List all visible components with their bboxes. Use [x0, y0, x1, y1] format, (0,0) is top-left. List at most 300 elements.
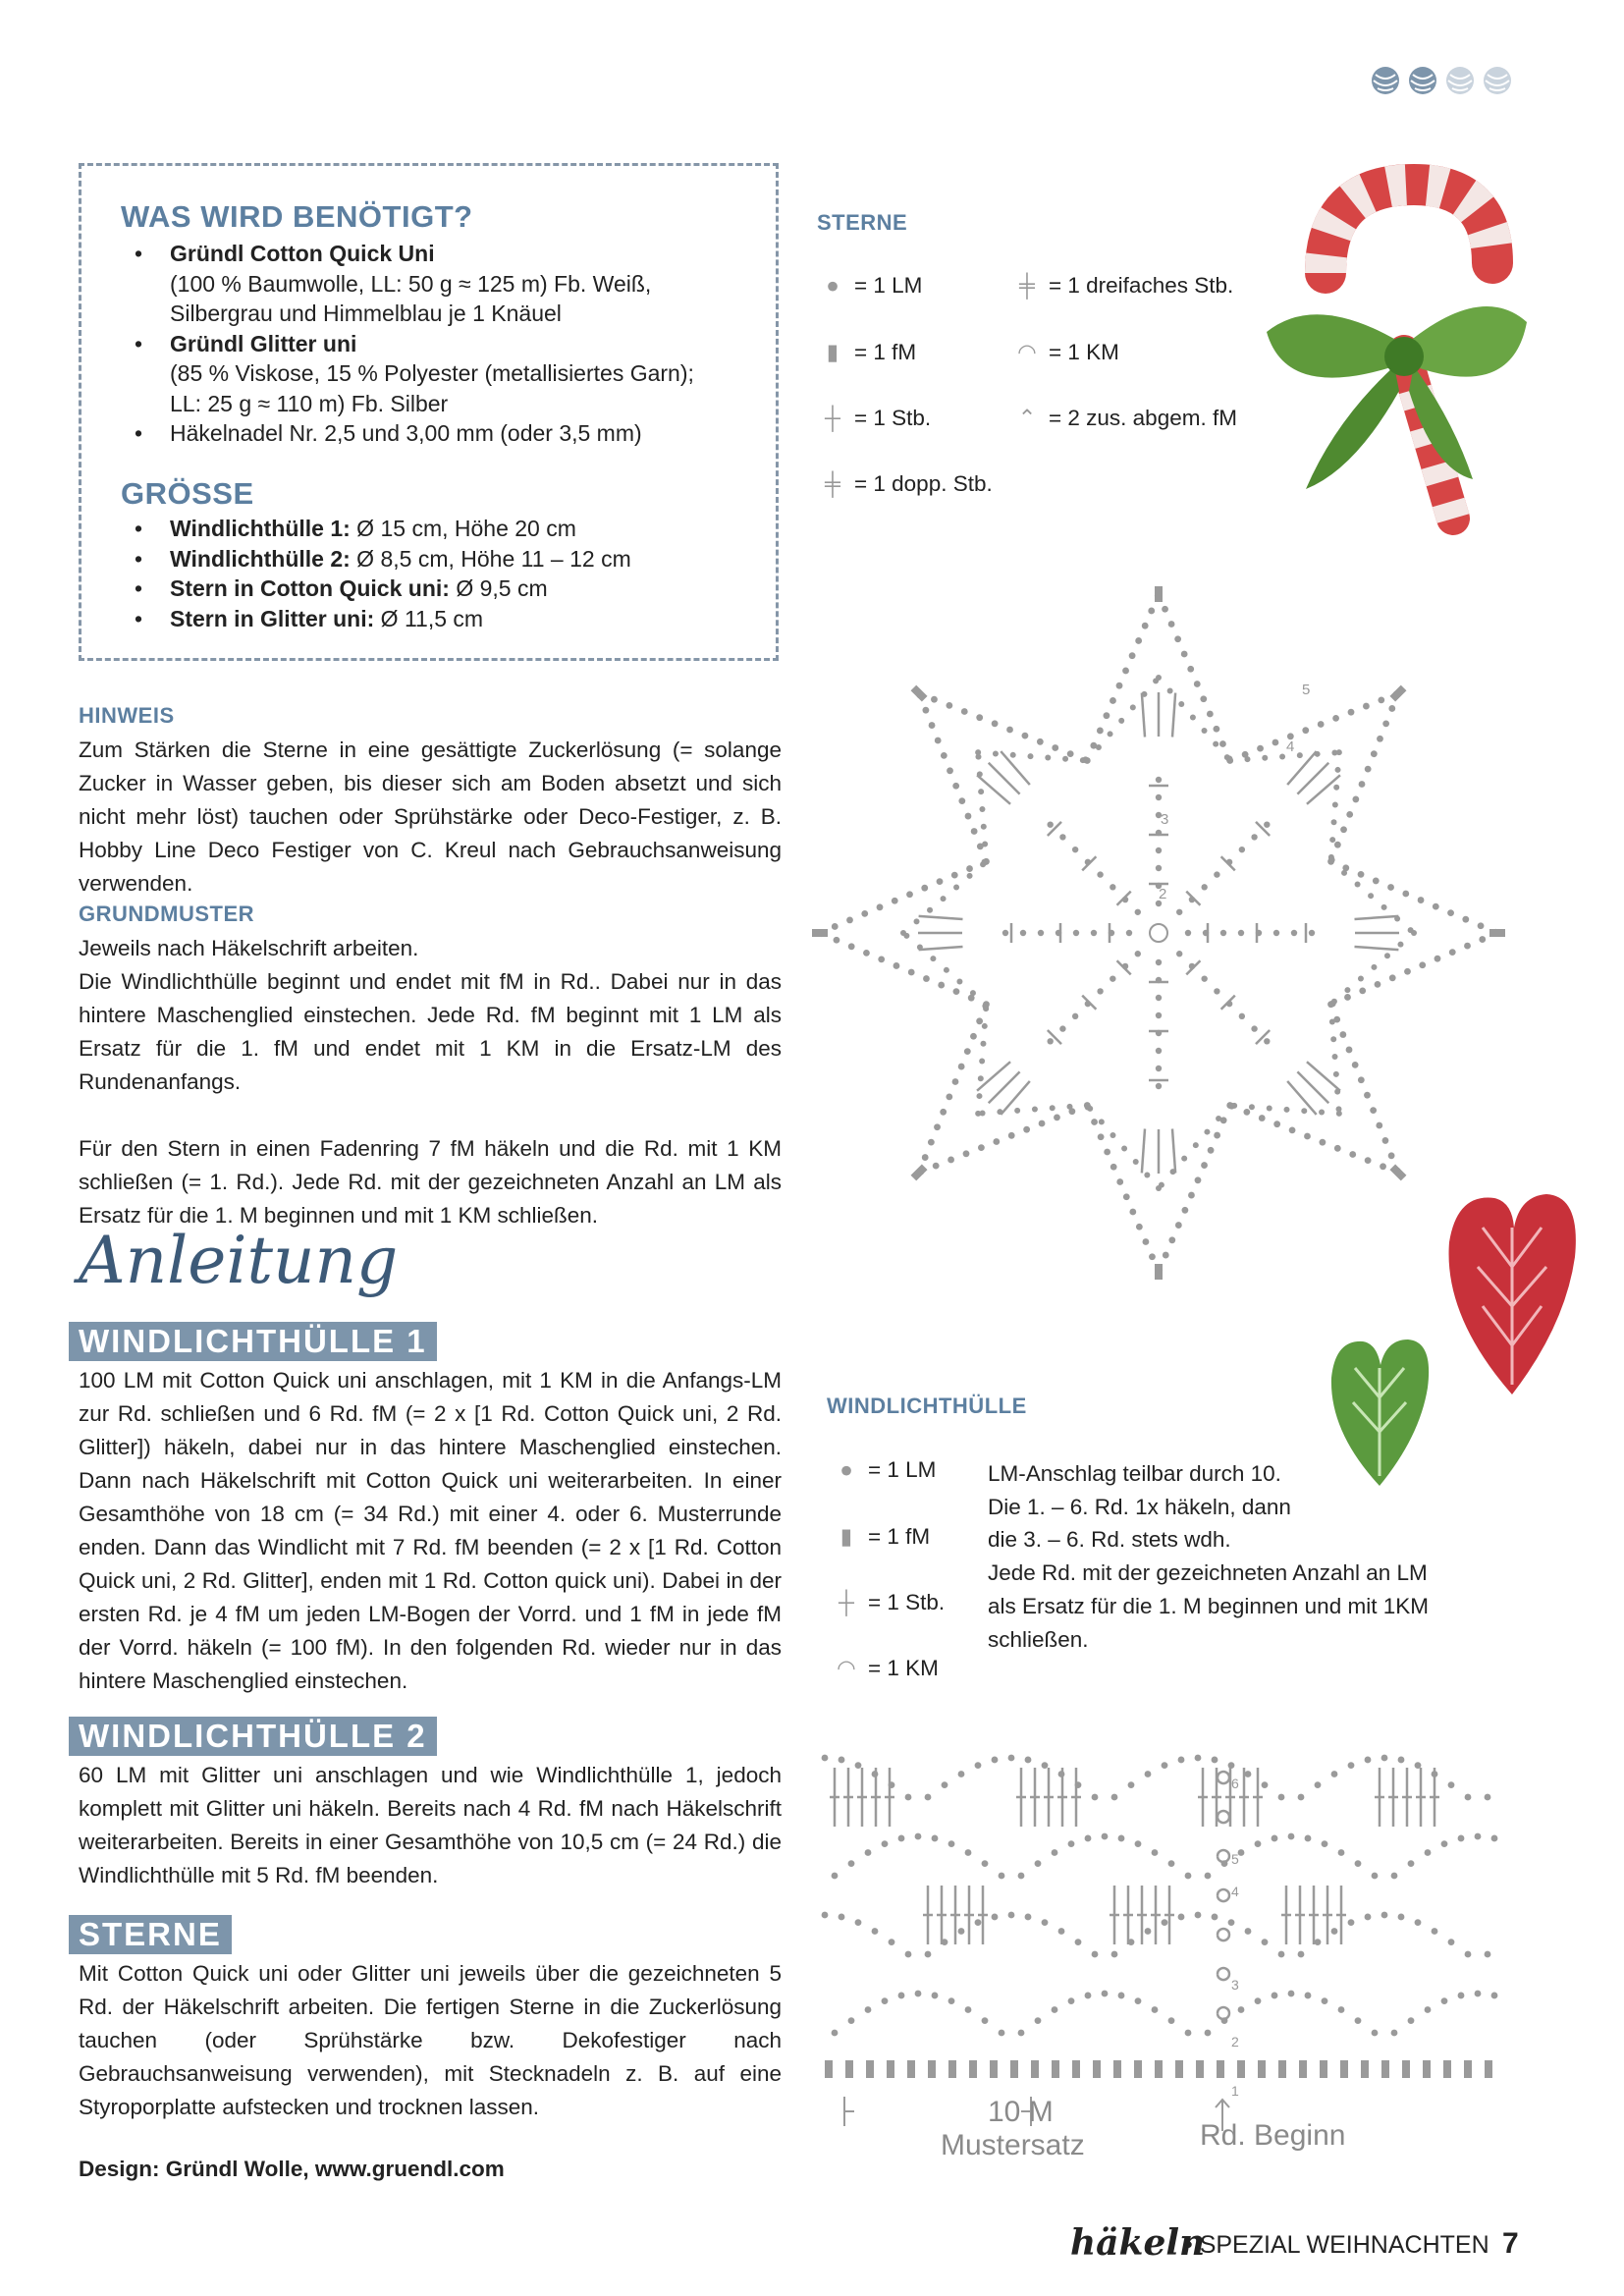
chain-dot: [953, 884, 959, 890]
chain-dot: [1142, 623, 1149, 629]
chain-dot: [1129, 652, 1136, 659]
chain-dot: [1110, 975, 1115, 981]
chain-dot: [1348, 709, 1355, 716]
requirements-box: [79, 163, 779, 661]
chain-dot: [882, 1997, 889, 2004]
legend-item-lm: ● = 1 LM: [833, 1457, 936, 1483]
list-item: • Stern in Cotton Quick uni: Ø 9,5 cm: [121, 574, 749, 604]
size-title: GRÖSSE: [121, 476, 254, 511]
legend-item-lm: ● = 1 LM: [819, 273, 922, 299]
chain-dot: [1118, 1835, 1125, 1842]
slip-stitch-icon: ◠: [1017, 340, 1037, 364]
chain-dot: [1371, 750, 1378, 757]
chain-dot: [878, 957, 885, 963]
single-crochet-mark: [928, 2060, 936, 2078]
chain-dot: [941, 752, 947, 759]
chain-dot: [1358, 1076, 1365, 1083]
anleitung-heading: Anleitung: [79, 1223, 399, 1298]
chain-dot: [922, 707, 929, 714]
chain-dot: [1485, 1794, 1491, 1801]
chain-dot: [1185, 930, 1191, 936]
chain-dot: [1097, 728, 1104, 735]
chain-dot: [889, 1939, 895, 1945]
chain-dot: [922, 1154, 929, 1161]
single-crochet-mark: [1381, 2060, 1389, 2078]
chain-dot: [1332, 801, 1338, 807]
chain-dot: [1365, 1757, 1372, 1764]
chain-dot: [915, 1833, 922, 1840]
requirements-title: WAS WIRD BENÖTIGT?: [121, 199, 473, 234]
chain-dot: [976, 714, 983, 721]
chain-dot: [1156, 959, 1162, 965]
slip-stitch-mark: [1218, 1772, 1229, 1783]
chain-dot: [1008, 1912, 1015, 1919]
requirements-list: [121, 239, 749, 449]
chain-dot: [832, 923, 839, 930]
chain-dot: [1214, 871, 1219, 877]
chain-dot: [1058, 1928, 1065, 1935]
chain-dot: [1419, 961, 1426, 968]
chain-dot: [872, 1928, 879, 1935]
single-crochet-mark: [1196, 2060, 1204, 2078]
single-crochet-mark: [1464, 2060, 1472, 2078]
chain-dot: [1178, 1914, 1185, 1921]
chain-dot: [1111, 1794, 1118, 1801]
chain-dot: [921, 885, 928, 892]
chain-dot: [1255, 1997, 1262, 2004]
chain-dot: [1156, 675, 1162, 681]
chain-dot: [1162, 1919, 1168, 1926]
chain-dot: [1152, 2006, 1159, 2013]
single-crochet-mark: [1299, 2060, 1307, 2078]
chain-dot: [839, 1914, 845, 1921]
slip-stitch-mark: [1218, 1811, 1229, 1823]
chain-dot: [1135, 1840, 1142, 1847]
single-crochet-mark: [969, 2060, 977, 2078]
chain-dot: [932, 1993, 939, 1999]
chain-dot: [982, 1860, 989, 1867]
treble-stitch: [1172, 693, 1175, 738]
chain-dot: [1135, 1997, 1142, 2004]
chain-dot: [1104, 1149, 1110, 1156]
chain-dot: [981, 824, 987, 830]
list-item: • Windlichthülle 1: Ø 15 cm, Höhe 20 cm: [121, 514, 749, 544]
chain-dot: [946, 702, 952, 709]
sterne-banner: STERNE: [69, 1915, 232, 1954]
chain-dot: [1328, 858, 1334, 864]
single-crochet-mark: [1052, 2060, 1059, 2078]
chain-dot: [1344, 987, 1350, 993]
chain-dot: [1025, 1914, 1032, 1921]
chain-dot: [1195, 1755, 1202, 1762]
chain-stitch-icon: ●: [826, 273, 839, 298]
chain-dot: [1037, 738, 1044, 745]
chain-dot: [863, 950, 870, 957]
chain-dot: [1485, 1951, 1491, 1958]
chain-dot: [941, 896, 947, 902]
chain-dot: [1121, 1145, 1127, 1151]
chain-dot: [1008, 1132, 1015, 1139]
chain-dot: [1085, 1835, 1092, 1842]
chain-dot: [1205, 2030, 1212, 2037]
chain-dot: [1075, 1939, 1082, 1945]
chain-dot: [1092, 1794, 1099, 1801]
chain-dot: [1032, 1107, 1038, 1113]
chain-dot: [839, 1757, 845, 1764]
chain-dot: [1273, 930, 1279, 936]
chain-dot: [937, 878, 944, 885]
chain-dot: [1097, 871, 1103, 877]
chain-dot: [1318, 721, 1325, 728]
chain-dot: [1418, 897, 1425, 903]
chain-dot: [1433, 903, 1439, 910]
chain-dot: [999, 1873, 1005, 1880]
round-begin-label: Rd. Beginn: [1200, 2119, 1346, 2152]
chain-dot: [978, 1144, 985, 1151]
chain-dot: [1458, 1993, 1465, 1999]
windlicht1-text: 100 LM mit Cotton Quick uni anschlagen, mit 1 KM in die Anfangs-LM zur Rd. schließen und 6 Rd. fM (= 2 x [1 Rd. Cotton Quick uni, 2 Rd. Glitter]) häkeln, dabei nur in das hintere Maschenglied einstechen. Dann nach Häkelschrift mit Cotton Quick uni weiterarbeiten. In einer Gesamthöhe von 18 cm (= 34 Rd.) mit einer 4. oder 6. Musterrunde enden. Dann das Windlicht mit 7 Rd. fM beenden (= 2 x [1 Rd. Cotton Quick uni, 2 Rd. Glitter], enden mit 1 Rd. Cotton quick uni). Dabei in der ersten Rd. je 4 fM um jeden LM-Bogen der Vorrd. und 1 fM in jede fM der Vorrd. häkeln (= 100 fM). In den folgenden Rd. wieder nur in das hintere Maschenglied einstechen.: [79, 1368, 782, 1693]
chain-dot: [992, 720, 999, 727]
chain-dot: [992, 1757, 999, 1764]
chain-dot: [1245, 1928, 1252, 1935]
chain-dot: [1331, 819, 1337, 825]
yarn-ball-icon: [1482, 65, 1513, 96]
chain-dot: [958, 1064, 965, 1070]
chain-dot: [1054, 1114, 1060, 1121]
chain-dot: [1335, 767, 1341, 773]
chain-dot: [975, 749, 981, 755]
single-crochet-mark: [1443, 2060, 1451, 2078]
chain-dot: [1116, 1178, 1123, 1185]
chain-dot: [1213, 726, 1219, 733]
single-crochet-mark: [911, 1164, 928, 1180]
chain-dot: [1251, 834, 1257, 840]
chain-dot: [900, 930, 906, 936]
yarn-ball-icon: [1444, 65, 1476, 96]
chain-dot: [1352, 1062, 1359, 1068]
chain-dot: [948, 1997, 955, 2004]
chain-dot: [1363, 703, 1370, 710]
chain-dot: [1010, 752, 1016, 758]
double-crochet-icon: ┼: [839, 1590, 854, 1614]
chain-dot: [1059, 834, 1065, 840]
stitch-mark: [1221, 996, 1235, 1010]
chain-dot: [1208, 1147, 1215, 1154]
chain-dot: [1279, 753, 1285, 759]
chain-dot: [1163, 1252, 1169, 1259]
chain-dot: [979, 806, 985, 812]
chain-dot: [1207, 711, 1214, 718]
chain-dot: [940, 1109, 947, 1116]
chain-dot: [975, 1919, 982, 1926]
chain-dot: [1062, 756, 1068, 762]
chain-dot: [1148, 608, 1155, 615]
single-crochet-mark: [845, 2060, 853, 2078]
chain-dot: [832, 2030, 839, 2037]
chain-dot: [1346, 1047, 1353, 1054]
chain-dot: [1156, 847, 1162, 853]
chain-dot: [1289, 1126, 1296, 1133]
chain-dot: [1449, 949, 1456, 956]
chain-dot: [1462, 916, 1469, 923]
chain-dot: [1214, 988, 1219, 994]
chain-dot: [1475, 1833, 1482, 1840]
treble-stitch: [1172, 1129, 1175, 1174]
chain-dot: [958, 797, 965, 804]
chain-dot: [992, 1914, 999, 1921]
chain-dot: [1479, 936, 1486, 943]
chain-dot: [1348, 1919, 1355, 1926]
chain-dot: [980, 1041, 986, 1047]
chain-dot: [1213, 741, 1218, 747]
chain-dot: [979, 1059, 985, 1065]
size-list: [121, 514, 749, 633]
legend-item-dopp-stb: ╪ = 1 dopp. Stb.: [819, 471, 993, 497]
chain-dot: [1288, 1991, 1295, 1997]
chain-dot: [1331, 1928, 1338, 1935]
legend-windlicht-title: WINDLICHTHÜLLE: [827, 1394, 1027, 1418]
chain-dot: [1039, 1121, 1046, 1127]
chain-dot: [970, 990, 976, 996]
legend-item-dreifach-stb: ╪ = 1 dreifaches Stb.: [1013, 273, 1233, 299]
chain-dot: [822, 1755, 829, 1762]
single-crochet-mark: [948, 2060, 956, 2078]
chain-dot: [898, 1993, 905, 1999]
chain-dot: [967, 873, 973, 879]
list-item: • Gründl Glitter uni (85 % Viskose, 15 % Polyester (metallisiertes Garn); LL: 25 g ≈ 110 m) Fb. Silber: [121, 329, 749, 419]
chain-dot: [1185, 2030, 1192, 2037]
chain-dot: [1257, 745, 1264, 752]
stitch-mark: [1117, 892, 1131, 905]
chain-dot: [1388, 705, 1395, 712]
chain-dot: [983, 858, 989, 864]
chain-dot: [1458, 1835, 1465, 1842]
chain-dot: [893, 962, 900, 969]
chain-dot: [1302, 727, 1309, 734]
legend-item-fm: ▮ = 1 fM: [833, 1524, 930, 1550]
chain-dot: [1464, 943, 1471, 950]
chain-dot: [1238, 2006, 1245, 2013]
chain-dot: [1331, 1771, 1338, 1777]
chain-dot: [1072, 1013, 1078, 1019]
chain-dot: [1309, 930, 1315, 936]
chain-dot: [928, 1139, 935, 1146]
chain-dot: [929, 722, 936, 729]
chain-dot: [1116, 683, 1123, 689]
single-crochet-mark: [1072, 2060, 1080, 2078]
chain-dot: [1288, 1833, 1295, 1840]
chain-dot: [1447, 909, 1454, 916]
design-credit: Design: Gründl Wolle, www.gruendl.com: [79, 2157, 505, 2181]
chain-dot: [1096, 744, 1102, 750]
chain-dot: [1145, 1928, 1152, 1935]
chain-dot: [1176, 909, 1182, 915]
single-crochet-mark: [1010, 2060, 1018, 2078]
chain-dot: [1110, 1132, 1115, 1138]
chain-dot: [963, 1150, 970, 1157]
chain-dot: [1123, 1193, 1130, 1200]
single-crochet-mark: [1258, 2060, 1266, 2078]
chain-dot: [1382, 1137, 1389, 1144]
chain-dot: [1408, 1860, 1415, 1867]
windlicht2-banner: WINDLICHTHÜLLE 2: [69, 1717, 437, 1756]
treble-stitch: [1355, 916, 1399, 919]
chain-dot: [1365, 1914, 1372, 1921]
chain-dot: [965, 813, 972, 820]
chain-dot: [1201, 975, 1207, 981]
chain-dot: [952, 1078, 959, 1085]
chain-dot: [1359, 987, 1366, 994]
chain-dot: [964, 1048, 971, 1055]
chain-dot: [1332, 715, 1339, 722]
chain-dot: [1239, 847, 1245, 852]
chain-dot: [1315, 1781, 1322, 1788]
chain-dot: [1162, 606, 1168, 613]
chain-dot: [1018, 1873, 1025, 1880]
chain-dot: [993, 1138, 1000, 1145]
chain-dot: [1378, 696, 1384, 703]
chain-dot: [1018, 2030, 1025, 2037]
chain-dot: [1448, 1781, 1455, 1788]
round-label: 5: [1231, 1851, 1239, 1867]
round-label: 1: [1231, 2083, 1239, 2099]
chain-dot: [1348, 1762, 1355, 1769]
chain-dot: [1156, 1012, 1162, 1018]
chain-dot: [1305, 1835, 1312, 1842]
chain-dot: [1149, 1253, 1156, 1260]
chain-dot: [1205, 1873, 1212, 1880]
single-crochet-mark: [1423, 2060, 1431, 2078]
chain-dot: [1336, 1111, 1342, 1117]
chain-dot: [1227, 757, 1233, 763]
legend-item-zus-abgem: ⌃ = 2 zus. abgem. fM: [1013, 406, 1237, 431]
chain-dot: [1448, 1939, 1455, 1945]
chain-dot: [1259, 1115, 1266, 1121]
footer-text: • SPEZIAL WEIHNACHTEN: [1184, 2231, 1489, 2259]
chain-dot: [1338, 1849, 1345, 1856]
hinweis-text: Zum Stärken die Sterne in eine gesättigte Zuckerlösung (= solange Zucker in Wasser geben, bis dieser sich am Boden absetzt und sich nicht mehr löst) tauchen oder Sprühstärke oder Deco-Festiger, z. B. Hobby Line Deco Festiger von C. Kreul nach Gebrauchsanweisung verwenden.: [79, 738, 782, 896]
chain-dot: [1156, 1083, 1162, 1089]
chain-dot: [1262, 1781, 1269, 1788]
chain-dot: [965, 2006, 972, 2013]
chain-dot: [898, 1835, 905, 1842]
page-number: 7: [1502, 2227, 1519, 2260]
round-label: 3: [1231, 1977, 1239, 1993]
chain-dot: [855, 1762, 862, 1769]
chain-dot: [933, 1163, 940, 1170]
round-label: 3: [1161, 811, 1169, 828]
slip-stitch-mark: [1218, 1929, 1229, 1941]
treble-stitch: [919, 916, 963, 919]
chain-dot: [1315, 1939, 1322, 1945]
chain-dot: [1339, 1031, 1346, 1038]
chain-dot: [1329, 1018, 1335, 1024]
chain-dot: [1201, 1162, 1208, 1169]
chain-dot: [1168, 1860, 1175, 1867]
windlicht2-text: 60 LM mit Glitter uni anschlagen und wie Windlichthülle 1, jedoch komplett mit Glitter uni häkeln. Bereits nach 4 Rd. fM nach Häkelschrift weiterarbeiten. Bereits in einer Gesamthöhe von 10,5 cm (= 24 Rd.) die Windlichthülle mit 5 Rd. fM beenden.: [79, 1763, 782, 1887]
chain-dot: [1375, 981, 1381, 988]
chain-dot: [942, 1781, 948, 1788]
chain-dot: [1156, 1066, 1162, 1071]
round-label: 2: [1159, 886, 1167, 902]
chain-dot: [1193, 1142, 1199, 1148]
chain-dot: [1190, 715, 1196, 721]
chain-dot: [1398, 1914, 1405, 1921]
treble-stitch: [919, 947, 963, 950]
chain-dot: [1346, 811, 1353, 818]
chain-dot: [1272, 1835, 1278, 1842]
single-crochet-mark: [907, 2060, 915, 2078]
chain-dot: [1167, 688, 1173, 694]
chain-dot: [1152, 1849, 1159, 1856]
chain-dot: [1099, 1119, 1105, 1124]
single-crochet-mark: [812, 929, 828, 937]
chain-dot: [1102, 1991, 1109, 1997]
chain-dot: [944, 967, 949, 973]
single-crochet-mark: [866, 2060, 874, 2078]
stitch-mark: [1186, 892, 1200, 905]
chain-dot: [1156, 865, 1162, 871]
chain-dot: [832, 1873, 839, 1880]
chain-dot: [1358, 871, 1365, 878]
chain-dot: [1168, 621, 1175, 628]
single-crochet-mark: [1485, 2060, 1492, 2078]
chain-dot: [882, 1840, 889, 1847]
chain-dot: [1389, 974, 1396, 981]
chain-dot: [1388, 1152, 1395, 1159]
chain-dot: [1411, 930, 1417, 936]
chain-dot: [1129, 1209, 1136, 1216]
single-crochet-mark: [1278, 2060, 1286, 2078]
chain-dot: [1174, 635, 1181, 642]
chain-dot: [1384, 953, 1390, 958]
chain-dot: [1365, 1157, 1372, 1164]
chain-dot: [1238, 930, 1244, 936]
chain-dot: [1092, 1951, 1099, 1958]
chain-dot: [1372, 2030, 1379, 2037]
chain-dot: [1425, 2006, 1432, 2013]
chain-dot: [1355, 1860, 1362, 1867]
chain-dot: [1228, 1919, 1235, 1926]
chain-dot: [1047, 821, 1053, 827]
chain-dot: [1391, 1873, 1398, 1880]
single-crochet-mark: [825, 2060, 833, 2078]
chain-dot: [905, 1794, 912, 1801]
single-crochet-mark: [887, 2060, 894, 2078]
chain-dot: [1319, 1110, 1325, 1116]
chain-dot: [1175, 1222, 1182, 1229]
stitch-mark: [1186, 960, 1200, 974]
chain-dot: [1181, 1156, 1187, 1162]
chain-dot: [1330, 1036, 1336, 1042]
single-crochet-mark: [1134, 2060, 1142, 2078]
chain-dot: [982, 842, 988, 847]
chain-dot: [1201, 884, 1207, 890]
round-label: 4: [1231, 1884, 1239, 1899]
legend-sterne-title: STERNE: [817, 210, 908, 235]
chain-dot: [1391, 2030, 1398, 2037]
single-crochet-mark: [1389, 1164, 1406, 1180]
chain-dot: [1491, 1835, 1498, 1842]
chain-dot: [1372, 1873, 1379, 1880]
single-crochet-mark: [1320, 2060, 1327, 2078]
chain-dot: [966, 865, 973, 872]
chain-dot: [1130, 704, 1136, 710]
chain-dot: [970, 1033, 977, 1040]
chain-dot: [934, 1123, 941, 1130]
chain-stitch-icon: ●: [839, 1457, 853, 1482]
stitch-mark: [1221, 856, 1235, 870]
